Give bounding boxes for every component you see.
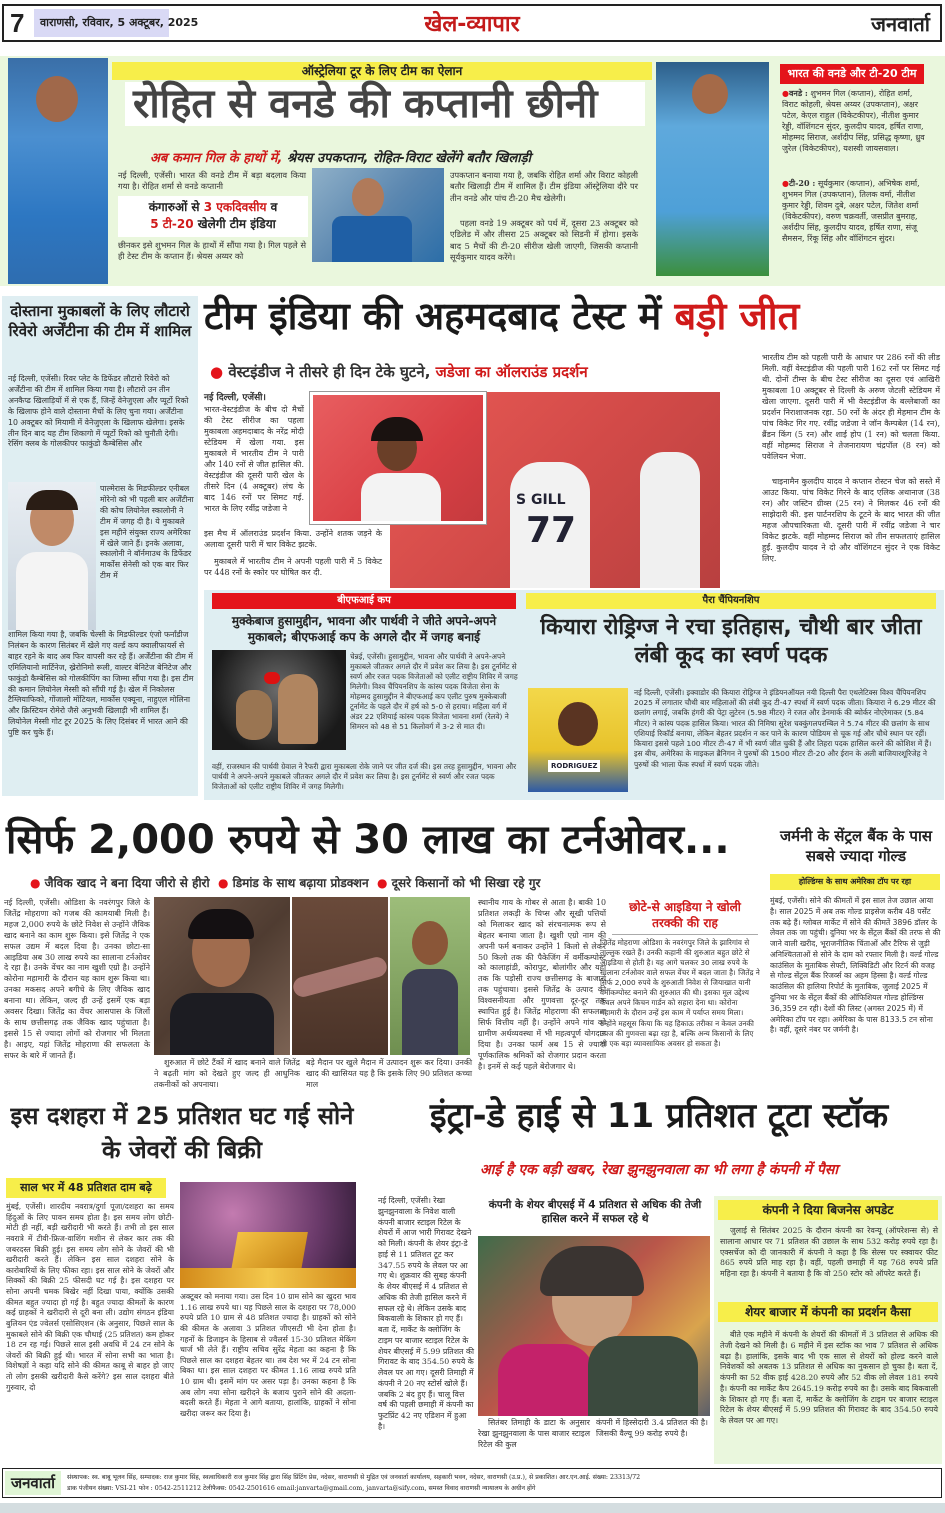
t20-list: सूर्यकुमार (कप्तान), अभिषेक शर्मा, शुभमन गिल (उपकप्तान), तिलक वर्मा, नीतीश कुमार रेड्डी, शिवम दुबे, अक्षर पटेल, जितेश शर्मा (विकेटकीपर), वरुण चक्रवर्ती, जसप्रीत बुमराह, अर्शदीप सिंह, कुलदीप यादव, हर्षित राणा, संजू सैमसन, रिंकू सिंह और वॉशिंगटन सुंदर।	[782, 179, 920, 244]
stock-col1: नई दिल्ली, एजेंसी। रेखा झुनझुनवाला के निवेश वाली कंपनी बाजार स्टाइल रिटेल के शेयरों में आज भारी गिरावट देखने को मिली। कंपनी के शेयर इंट्रा-डे हाई से 11 प्रतिशत टूट कर 347.55 रुपये के लेवल पर आ गए थे। शुक्रवार की सुबह कंपनी के शेयर बीएसई में 4 प्रतिशत से अधिक की तेजी हासिल करने में सफल रहे थे। लेकिन उसके बाद बिकवाली के शिकार हो गए हैं। बता दें, मार्केट के क्लोजिंग के टाइम पर बाजार स्टाइल रिटेल के शेयर बीएसई में 5.99 प्रतिशत की गिरावट के बाद 354.50 रुपये के लेवल पर आ गए। दूसरी तिमाही में कंपनी ने 20 नए स्टोर्स खोले हैं। जबकि 2 बंद हुए हैं। चालू वित्त वर्ष की पहली छमाही में कंपनी का फुटप्रिंट 42 नए एडिशन में हुआ है।	[378, 1196, 474, 1431]
test-right-p2: चाइनामैन कुलदीप यादव ने कप्तान रोस्टन चेज को सस्ते में आउट किया. पांच विकेट गिरने के बाद एलिक अथानाज (38 रन) और जस्टिन ग्रीव्स (25 रन) ने मिलकर 46 रनों की साझेदारी की. इस पार्टनरशिप के टूटने के बाद भारत की जीत महज औपचारिकता थी. दूसरी पारी में रवींद्र जडेजा ने चार विकेट झटके. वहीं मोहम्मद सिराज को तीन सफलताएं हासिल हुईं. कुलदीप यादव ने दो और वॉशिंगटन सुंदर ने एक विकेट लिए.	[762, 477, 940, 564]
stock-headline: इंट्रा-डे हाई से 11 प्रतिशत टूटा स्टॉक	[429, 1096, 889, 1136]
footer-line1: संस्थापक: स्व. बाबू भूलन सिंह, सम्पादक: राज कुमार सिंह, स्वत्वाधिकारी राज कुमार सिंह द्वारा सिंह प्रिंटिंग प्रेस, नदेसर, वाराणसी से मुद्रित एवं जनवार्ता कार्यालय, सहकारी भवन, नदेसर, वाराणसी (उ.प्र.), से प्रकाशित। आर.एन.आई. संख्या: 23313/72	[67, 1474, 641, 1481]
subhead-red: अब कमान गिल के हाथों में,	[150, 151, 283, 166]
squad-t20: ●टी-20 : सूर्यकुमार (कप्तान), अभिषेक शर्मा, शुभमन गिल (उपकप्तान), तिलक वर्मा, नीतीश कुमार रेड्डी, शिवम दुबे, अक्षर पटेल, जितेश शर्मा (विकेटकीपर), वरुण चक्रवर्ती, जसप्रीत बुमराह, अर्शदीप सिंह, कुलदीप यादव, हर्षित राणा, संजू सैमसन, रिंकू सिंह और वॉशिंगटन सुंदर।	[782, 178, 920, 244]
test-col1: भारत-वेस्टइंडीज के बीच दो मैचों की टेस्ट सीरीज का पहला मुकाबला अहमदाबाद के नरेंद्र मोदी स्टेडियम में खेला गया. इस मुकाबले में भारतीय टीम ने पारी और 140 रनों से जीत हासिल की. वेस्टइंडीज की दूसरी पारी खेल के तीसरे दिन (4 अक्टूबर) लंच के बाद 146 रनों पर सिमट गई. भारत के लिए रवींद्र जडेजा ने	[204, 405, 304, 514]
turnover-col3: स्थानीय गाय के गोबर से आता है। बाकी 10 प्रतिशत लकड़ी के चिप्स और सूखी पत्तियों को मिलाकर खाद को संरचनात्मक रूप से बेहतर बनाया जाता है। खुशी एग्रो नाम की अपनी फर्म बनाकर उन्होंने 1 किलो से लेकर 50 किलो तक की पैकेजिंग में वर्मीकम्पोस्ट को कालाहांडी, कोरापुट, बोलांगीर और यहां तक कि पड़ोसी राज्य छत्तीसगढ़ के बाजारों तक पहुंचाया। इससे जितेंद्र के उत्पाद की विश्वसनीयता और गुणवत्ता दूर-दूर तक स्थापित हुई है। जितेंद्र मोहराणा की सफलता सिर्फ वित्तीय नहीं है। उन्होंने अपने गांव को ग्रामीण अर्थव्यवस्था में भी महत्वपूर्ण योगदान दिया है। उनका फार्म अब 15 से ज्यादा पूर्णकालिक श्रमिकों को रोजगार प्रदान करता है। इनमें से कई पहले बेरोजगार थे।	[478, 898, 606, 1071]
share-performance-body: बीते एक महीने में कंपनी के शेयरों की कीमतों में 3 प्रतिशत से अधिक की तेजी देखने को मिली है। 6 महीने में इस स्टॉक का भाव 7 प्रतिशत से अधिक बढ़ा है। हालांकि, इसके बाद भी एक साल से शेयरों को होल्ड करने वाले निवेशकों को अबतक 13 प्रतिशत से अधिक का नुकसान हो चुका है। बता दें, कंपनी का 52 वीक हाई 428.20 रुपये और 52 वीक लो लेवल 181 रुपये है। कंपनी का मार्केट कैप 2645.19 करोड़ रुपये का है। उसके बाद बिकवाली के शिकार हो गए हैं। बता दें, मार्केट के क्लोजिंग के टाइम पर बाजार स्टाइल रिटेल के शेयर बीएसई में 5.99 प्रतिशत की गिरावट के बाद 354.50 रुपये के लेवल पर आ गए।	[720, 1330, 938, 1425]
stock-caption-left: सितंबर तिमाही के डाटा के अनुसार रेखा झुनझुनवाला के पास बाजार स्टाइल रिटेल की कुल	[478, 1418, 590, 1449]
argentina-headline: दोस्ताना मुकाबलों के लिए लौटारो रिवेरो अर्जेंटीना की टीम में शामिल	[8, 302, 192, 340]
bfi-headline: मुक्केबाज हुसामुद्दीन, भावना और पार्थवी ने जीते अपने-अपने मुकाबले; बीएफआई कप के अगले दौर में जगह बनाई	[231, 614, 497, 644]
turnover-headline: सिर्फ 2,000 रुपये से 30 लाख का टर्नओवर...	[6, 817, 730, 863]
bullet-text: डिमांड के साथ बढ़ाया प्रोडक्शन	[232, 876, 369, 890]
bfi-body-side: चेन्नई, एजेंसी। हुसामुद्दीन, भावना और पार्थवी ने अपने-अपने मुकाबले जीतकर अगले दौर में प्रवेश कर लिया है। इस टूर्नामेंट से स्वर्ण और रजत पदक विजेताओं को एलीट राष्ट्रीय शिविर में जगह मिलेगी। विश्व चैंपियनशिप के कांस्य पदक विजेता सेना के मोहम्मद हुसामुद्दीन ने बीएफआई कप एलीट पुरुष मुक्केबाजी टूर्नामेंट के पहले दौर में हर्ष को 5-0 से हराया। महिला वर्ग में अंडर 22 एशियाई कांस्य पदक विजेता भावना शर्मा (रेलवे) ने सिमरन को 48 से 51 किलोवर्ग में 3-2 से मात दी।	[350, 652, 518, 732]
farmer-photo	[390, 897, 470, 1055]
vermicompost-photo	[292, 897, 388, 1055]
subhead-black: श्रेयस उपकप्तान, रोहित-विराट खेलेंगे बतौर खिलाड़ी	[287, 151, 531, 166]
test-right-p1: भारतीय टीम को पहली पारी के आधार पर 286 रनों की लीड मिली. वहीं वेस्टइंडीज की पहली पारी 162 रनों पर सिमट गई थी. दोनों टीम्स के बीच टेस्ट सीरीज का दूसरा एवं आखिरी मुकाबला 10 अक्टूबर से दिल्ली के अरुण जेटली स्टेडियम में खेला जाएगा. दूसरी पारी में भी वेस्टइंडीज के बल्लेबाजों का प्रदर्शन निराशाजनक रहा. 50 रनों के अंदर ही मेहमान टीम के पांच विकेट गिर गए. रवींद्र जडेजा ने जॉन कैम्पबेल (14 रन), ब्रैंडन किंग (5 रन) और शाई होप (1 रन) को चलता किया. वहीं मोहम्मद सिराज ने तेजनारायण चंद्रपॉल (8 रन) को पवेलियन भेजा.	[762, 353, 940, 462]
business-update-title: कंपनी ने दिया बिजनेस अपडेट	[718, 1200, 938, 1220]
boxing-photo	[212, 650, 346, 750]
argentina-body-top: नई दिल्ली, एजेंसी। रिवर प्लेट के डिफेंडर लौटारो रिवेरो को अर्जेंटीना की टीम में शामिल किया गया है। लौटारो उन तीन अनकैप्ड खिलाड़ियों में से एक हैं, जिन्हें वेनेजुएला और प्यूर्टो रिको के खिलाफ होने वाले दोस्ताना मैचों के लिए चुना गया। अर्जेंटीना 10 अक्टूबर को मियामी में वेनेजुएला के खिलाफ खेलेगा। इसके तीन दिन बाद यह टीम शिकागो में प्यूर्टो रिको को चुनौती देगी। रेसिंग क्लब के गोलकीपर फाकुंडो कैम्बेसिस और	[8, 374, 189, 449]
gold-headline: जर्मनी के सेंट्रल बैंक के पास सबसे ज्यादा गोल्ड	[780, 827, 932, 866]
gill-photo	[312, 168, 444, 262]
squad-title: भारत की वनडे और टी-20 टीम	[780, 64, 924, 84]
stock-subhead: आई है एक बड़ी खबर, रेखा झुनझुनवाला का भी लगा है कंपनी में पैसा	[480, 1162, 838, 1178]
rohit-headline: रोहित से वनडे की कप्तानी छीनी	[125, 82, 645, 126]
bfi-body-bottom: वहीं, राजस्थान की पार्थवी ग्रेवाल ने रैफरी द्वारा मुकाबला रोके जाने पर जीत दर्ज की। इस तरह हुसामुद्दीन, भावना और पार्थवी ने अपने-अपने मुकाबले जीतकर अगले दौर में प्रवेश कर लिया है। इस टूर्नामेंट से स्वर्ण और रजत पदक विजेताओं को एलीट राष्ट्रीय शिविर में जगह मिलेगी।	[212, 762, 517, 792]
test-col1-wide2: मुकाबले में भारतीय टीम ने अपनी पहली पारी में 5 विकेट पर 448 रनों के स्कोर पर घोषित कर दी.	[204, 557, 382, 578]
dussehra-col2: अक्टूबर को मनाया गया। उस दिन 10 ग्राम सोने का खुदरा भाव 1.16 लाख रुपये था। यह पिछले साल के दशहरा पर 78,000 रुपये प्रति 10 ग्राम से 48 प्रतिशत ज्यादा है। ग्राहकों को सोने की कीमत के अलावा 3 प्रतिशत जीएसटी भी देना होता है। गहनों के डिजाइन के हिसाब से ज्वैलर्स 15-30 प्रतिशत मेकिंग चार्ज भी लेते हैं। राष्ट्रीय सचिव सुरेंद्र मेहता का कहना है कि पिछले साल का दशहरा बेहतर था। तब देश भर में 24 टन सोना बिका था। इस साल दशहरा पर कीमत 1.16 लाख रुपये प्रति 10 ग्राम थी। इसमें मांग पर असर पड़ा है। उनका कहना है कि अब लोग नया सोना खरीदने के बजाय पुराने सोने की अदला-बदली करते हैं। मेहता ने आगे बताया, हालांकि, ग्राहकों ने सोना खरीदा जरूर कर दिया है।	[180, 1292, 356, 1418]
rohit-photo	[8, 58, 108, 284]
test-subhead	[210, 362, 720, 382]
rohit-story	[0, 56, 945, 286]
pull-text-red: 5 टी-20	[150, 217, 194, 232]
jadeja-inset-photo	[310, 392, 486, 524]
footer-imprint	[2, 1468, 942, 1498]
rivero-photo	[8, 482, 96, 630]
business-update-body: जुलाई से सितंबर 2025 के दौरान कंपनी का रेवन्यू (ऑपरेशन्स से) से सालाना आधार पर 71 प्रतिशत की उछाल के साथ 532 करोड़ रुपये रहा है। एक्सचेंज को दी जानकारी में कंपनी ने कहा है कि सेल्स पर स्क्वायर फीट 865 रुपये प्रति माह रहा है। वहीं, पहली छमाही में यह 768 रुपये प्रति महिना रहा है। कंपनी ने बताया है कि वो 250 स्टोर को ऑपरेट करते हैं।	[720, 1226, 938, 1278]
test-sub-black: वेस्टइंडीज ने तीसरे ही दिन टेके घुटने,	[228, 363, 436, 381]
turnover-col1: नई दिल्ली, एजेंसी। ओडिशा के नवरंगपुर जिले के जितेंद्र मोहराणा को गजब की कामयाबी मिली है। महज 2,000 रुपये के छोटे निवेश से उन्होंने जैविक खाद बनाने का काम शुरू किया। इसे जितेंद्र ने एक सफल उद्यम में बदल दिया है। उनका छोटा-सा आइडिया अब 30 लाख रुपये का सालाना टर्नओवर दे रहा है। उनके वेंचर का नाम खुशी एग्रो है। उन्होंने कोरोना महामारी के दौरान यह काम शुरू किया था। उनका मकसद अपने बगीचे के लिए जैविक खाद बनाना था। लेकिन, जल्द ही उन्हें इसमें एक बड़ा अवसर दिखा। जितेंद्र का वेंचर आसपास के जिलों के साथ छत्तीसगढ़ तक जैविक खाद पहुंचाता है। इससे 15 से ज्यादा लोगों को रोजगार भी मिलता है। आइए, यहां जितेंद्र मोहराणा की सफलता के सफर के बारे में जानते हैं।	[4, 898, 150, 1060]
bullet-text: दूसरे किसानों को भी सिखा रहे गुर	[391, 876, 541, 890]
test-dateline: नई दिल्ली, एजेंसी।	[204, 393, 266, 403]
bullet-icon: ●	[217, 876, 229, 890]
rohit-col1-bottom: छीनकर इसे शुभमन गिल के हाथों में सौंपा गया है। गिल पहले से ही टेस्ट टीम के कप्तान हैं। श्रेयस अय्यर को	[118, 240, 306, 262]
rohit-col1-top: नई दिल्ली, एजेंसी। भारत की वनडे टीम में बड़ा बदलाव किया गया है। रोहित शर्मा से वनडे कप्तानी	[118, 170, 306, 192]
bullet-icon: ●	[376, 876, 388, 890]
pull-text: कंगारुओं से	[148, 200, 204, 214]
jersey-name: S GILL	[516, 492, 566, 508]
t20-label: टी-20 :	[788, 178, 816, 188]
dussehra-body: मुंबई, एजेंसी। शारदीय नवरात्र/दुर्गा पूजा/दशहरा का समय हिंदुओं के लिए पावन समय होता है। इस समय लोग छोटी-मोटी ही नहीं, बड़ी खरीदारी भी करते हैं। तभी तो इस साल नवरात्रे में टीवी-फ्रिज-वाशिंग मशीन से लेकर कार तक की जबरदस्त बिक्री हुई। इस समय लोग सोने के जेवरों की भी खरीदारी करते हैं। लेकिन इस साल दशहरा सोने के कारोबारियों के लिए फीका रहा। इस साल सोने के जेवरों और सिक्कों की बिक्री 25 फीसदी घट गई है। इस दशहरा पर सोना अपनी चमक बिखेर नहीं दिखा पाया, क्योंकि उसकी कीमत बहुत ज्यादा हो गई है। बहुत ज्यादा कीमतों के कारण कई ग्राहकों ने खरीदारी से दूरी बना ली। उद्योग संगठन इंडिया बुलियन एंड ज्वेलर्स एसोसिएशन (के अनुसार, पिछले साल के मुकाबले सोने की बिक्री एक चौथाई (25 प्रतिशत) कम होकर 18 टन रह गई। पिछले साल इसी अवधि में 24 टन सोने के जेवरों की बिक्री हुई थी। भारत में सोना सभी का भाता है। विशेषज्ञों ने कहा यदि सोने की कीमत काबू से बाहर हो जाए तो लोग इसकी खरीदारी कैसे करेंगे? इस साल दशहरा बीते गुरुवार, दो	[6, 1202, 174, 1392]
rohit-subhead	[150, 148, 650, 166]
test-headline	[204, 296, 940, 338]
dussehra-story	[2, 1094, 368, 1460]
footer-logo: जनवार्ता	[5, 1471, 61, 1495]
pull-text-red: 3 एकदिवसीय	[203, 200, 267, 214]
argentina-body-side: पाल्मेरास के मिडफील्डर एनीबल मोरेनो को भी पहली बार अर्जेंटीना की कोच लियोनेल स्कालोनी ने टीम में जगह दी है। ये मुकाबले इस महीने संयुक्त राज्य अमेरिका में खेले जाने हैं। इनके अलावा, स्कालोनी ने बॉर्नमाउथ के डिफेंडर मार्कोस सेनेसी को एक बार फिर टीम में	[100, 484, 194, 581]
jersey-number: 77	[526, 510, 577, 551]
masthead	[2, 4, 942, 42]
kohli-photo	[656, 62, 769, 276]
jitendra-photo	[154, 897, 290, 1055]
page-number: 7	[10, 8, 25, 38]
odi-label: वनडे :	[788, 88, 808, 98]
kiyara-photo	[528, 688, 628, 792]
test-col1-wide: इस मैच में ऑलराउंड प्रदर्शन किया. उन्होंने शतक जड़ने के अलावा दूसरी पारी में चार विकेट झटके.	[204, 529, 382, 550]
turnover-bullets	[30, 874, 750, 891]
idea-box-body: जितेंद्र मोहराणा ओडिशा के नवरंगपुर जिले के झारिगांव से ताल्लुक रखते हैं। उनकी कहानी की शुरुआत बहुत छोटे से आइडिया से होती है। यह आगे चलकर 30 लाख रुपये के सालाना टर्नओवर वाले सफल वेंचर में बदल जाता है। जितेंद्र ने सिर्फ 2,000 रुपये के शुरुआती निवेश से जियाखात यानी वर्मीकम्पोस्ट बनाने की शुरुआत की थी। इसका मूल उद्देश्य केवल अपने किचन गार्डन को सहारा देना था। कोरोना महामारी के दौरान उन्हें इस काम में पर्याप्त समय मिला। उन्होंने महसूस किया कि यह हिकाऊ तरीका न केवल उनकी उपज की गुणवत्ता बढ़ा रहा है, बल्कि अन्य किसानों के लिए भी एक बड़ा व्यावसायिक अवसर हो सकता है।	[600, 938, 760, 1048]
idea-box-title: छोटे-से आइडिया ने खोली तरक्की की राह	[612, 900, 758, 935]
rohit-col2-p1: उपकप्तान बनाया गया है, जबकि रोहित शर्मा और विराट कोहली बतौर खिलाड़ी टीम में शामिल हैं। टीम इंडिया ऑस्ट्रेलिया दौरे पर तीन वनडे और पांच टी-20 मैच खेलेगी।	[450, 170, 638, 203]
pull-quote	[118, 196, 308, 237]
footer-line2: डाक पंजीयन संख्या: VSI-21 फोन : 0542-2511212 टेलीफैक्स: 0542-2501616 email:janvarta@gmail.com, janvarta@sify.com, समस्त विवाद वाराणसी न्यायालय के अधीन होंगे	[67, 1485, 536, 1492]
odi-list: शुभमन गिल (कप्तान), रोहित शर्मा, विराट कोहली, श्रेयस अय्यर (उपकप्तान), अक्षर पटेल, केएल राहुल (विकेटकीपर), नीतीश कुमार रेड्डी, वॉशिंगटन सुंदर, कुलदीप यादव, हर्षित राणा, मोहम्मद सिराज, अर्शदीप सिंह, प्रसिद्ध कृष्णा, ध्रुव जुरेल (विकेटकीपर), यशस्वी जायसवाल।	[782, 89, 925, 154]
paper-name: जनवार्ता	[871, 12, 930, 36]
test-sub-red: जडेजा का ऑलराउंड प्रदर्शन	[435, 363, 588, 381]
share-performance-title: शेयर बाजार में कंपनी का प्रदर्शन कैसा	[718, 1302, 938, 1322]
section-title: खेल-व्यापार	[424, 12, 520, 37]
bullet-icon: ●	[30, 876, 41, 890]
pull-text: खेलेगी टीम इंडिया	[193, 217, 276, 232]
turnover-caption2: बड़े मैदान पर खुले मैदान में उत्पादन शुरू कर दिया। उनकी खाद की खासियत यह है कि इसके लिए 90 प्रतिशत कच्चा माल	[306, 1058, 472, 1089]
bullet-text: जैविक खाद ने बना दिया जीरो से हीरो	[44, 876, 210, 890]
gold-body: मुंबई, एजेंसी। सोने की कीमतों में इस साल तेज उछाल आया है। साल 2025 में अब तक गोल्ड प्राइसेज करीब 48 पर्सेंट तक बढ़े हैं। ग्लोबल मार्केट में सोने की कीमतें 3896 डॉलर के लेवल तक जा पहुंची। दुनिया भर के सेंट्रल बैंकों की तरफ से की जाने वाली खरीद, भूराजनीतिक चिंताओं और टैरिफ से जुड़ी अनिश्चितताओं से सोने के दाम को रफ्तार मिली है। वर्ल्ड गोल्ड काउंसिल के मुताबिक सेफ्टी, लिक्विडिटी और रिटर्न की वजह से गोल्ड सेंट्रल बैंक रिजर्व्स का अहम हिस्सा है। वर्ल्ड गोल्ड काउंसिल की हालिया रिपोर्ट के मुताबिक, जुलाई 2025 में दुनिया भर के सेंट्रल बैंकों की ऑफिशियल गोल्ड होल्डिंग्स 36,359 टन रही। देशों की लिस्ट (अगस्त 2025 में) में अमेरिका टॉप पर रहा। अमेरिका के पास 8133.5 टन सोना है। वहीं, दूसरे नंबर पर जर्मनी है।	[770, 896, 941, 1035]
gold-tag: होल्डिंग्स के साथ अमेरिका टॉप पर रहा	[770, 874, 940, 890]
dussehra-tag: साल भर में 48 प्रतिशत दाम बढ़े	[6, 1178, 166, 1198]
argentina-body-bottom: शामिल किया गया है, जबकि चेल्सी के मिडफील्डर एंजो फर्नांडीज निलंबन के कारण सितंबर में खेले गए वर्ल्ड कप क्वालीफायर्स से बाहर रहने के बाद अब फिर वापसी कर रहे हैं। अर्जेंटीना की टीम में एमिलियानो मार्टिनेज, ख्रेरोनिमो रूली, वाल्टर बेनिटेज बेनिटेज और फाकुंडो कैम्बेसिस को गोलकीपिंग का जिम्मा सौंपा गया है। इस टीम की कमान लियोनेल मेस्सी को सौंपी गई है। खेल में निकोलस टैग्लियाफिको, गोंजालो मोंटियल, मार्कोस एक्यूना, नाहुएल मोलिना और क्रिस्टियन रोमेरो जैसे अनुभवी खिलाड़ी भी शामिल हैं। लियोनेल मेस्सी गोट टूर 2025 के लिए दिसंबर में भारत आने की पुष्टि कर चुके हैं।	[8, 630, 194, 738]
rohit-col2-p2: पहला वनडे 19 अक्टूबर को पर्थ में, दूसरा 23 अक्टूबर को एडिलेड में और तीसरा 25 अक्टूबर को सिडनी में होगा। इसके बाद 5 मैचों की टी-20 सीरीज खेली जाएगी, जिसकी कप्तानी सूर्यकुमार यादव करेंगे।	[450, 218, 638, 262]
para-body: नई दिल्ली, एजेंसी। इक्वाडोर की कियारा रोड्रिग्ज ने इंडियनऑयल नयी दिल्ली पैरा एथलेटिक्स विश्व चैंपियनशिप 2025 में लगातार चौथी बार महिलाओं की लंबी कूद टी-47 स्पर्धा में स्वर्ण पदक जीता। कियारा ने 6.29 मीटर की छलांग लगाई, जबकि हंगरी की पेट्रा लुटेरन (5.98 मीटर) ने रजत और डेनमार्क की ब्योर्कर नोएरेमाकर (5.84 मीटर) ने कांस्य पदक हासिल किया। भारत की निमिषा सुरेश चक्कुंगलपरम्बिल ने 5.74 मीटर की छलांग के साथ एशियाई रिकॉर्ड बनाया, लेकिन बेहतर प्रदर्शन न कर पाने के कारण पोडियम से चूक गई और चौथे स्थान पर रहीं। कियारा इससे पहले 100 मीटर टी-47 में भी स्वर्ण जीत चुकी हैं और तिहरा पदक हासिल करने की कोशिश में हैं। इस बीच, अमेरिका के माइकल ब्रैनिगन ने पुरुषों की 1500 मीटर टी-20 और ईरान के अली बाजियारशूरिजेह ने पुरुषों की भाला फेंक स्पर्धा में स्वर्ण पदक जीते।	[634, 688, 936, 769]
stock-photo-title: कंपनी के शेयर बीएसई में 4 प्रतिशत से अधिक की तेजी हासिल करने में सफल रहे थे	[488, 1199, 702, 1226]
stock-caption-right: कंपनी में हिस्सेदारी 3.4 प्रतिशत की है। जिसकी वैल्यू 99 करोड़ रुपये है।	[596, 1418, 708, 1438]
rekha-photo	[478, 1236, 710, 1416]
para-label: पैरा चैंपियनशिप	[526, 593, 936, 609]
kicker: ऑस्ट्रेलिया टूर के लिए टीम का ऐलान	[112, 62, 652, 80]
dussehra-headline: इस दशहरा में 25 प्रतिशत घट गई सोने के जेवरों की बिक्री	[10, 1102, 354, 1164]
bullet-icon: ●	[210, 363, 224, 381]
test-headline-red: बड़ी जीत	[674, 294, 800, 338]
bib-name: RODRIGUEZ	[548, 760, 600, 772]
durga-gold-photo	[180, 1182, 356, 1288]
pull-text: व	[266, 200, 278, 214]
argentina-story	[2, 296, 198, 796]
turnover-caption1: शुरुआत में छोटे टैंकों में खाद बनाने वाले जितेंद्र ने बढ़ती मांग को देखते हुए जल्द ही आधुनिक तकनीकों को अपनाया।	[154, 1058, 300, 1089]
print-registration-strip	[0, 1503, 945, 1513]
test-headline-black: टीम इंडिया की अहमदबाद टेस्ट में	[204, 294, 675, 338]
para-headline: कियारा रोड्रिग्ज ने रचा इतिहास, चौथी बार जीता लंबी कूद का स्वर्ण पदक	[540, 615, 922, 668]
squad-odi: ●वनडे : शुभमन गिल (कप्तान), रोहित शर्मा, विराट कोहली, श्रेयस अय्यर (उपकप्तान), अक्षर पटेल, केएल राहुल (विकेटकीपर), नीतीश कुमार रेड्डी, वॉशिंगटन सुंदर, कुलदीप यादव, हर्षित राणा, मोहम्मद सिराज, अर्शदीप सिंह, प्रसिद्ध कृष्णा, ध्रुव जुरेल (विकेटकीपर), यशस्वी जायसवाल।	[782, 88, 925, 154]
dateline: वाराणसी, रविवार, 5 अक्टूबर, 2025	[34, 9, 169, 37]
bfi-label: बीएफआई कप	[212, 593, 516, 609]
